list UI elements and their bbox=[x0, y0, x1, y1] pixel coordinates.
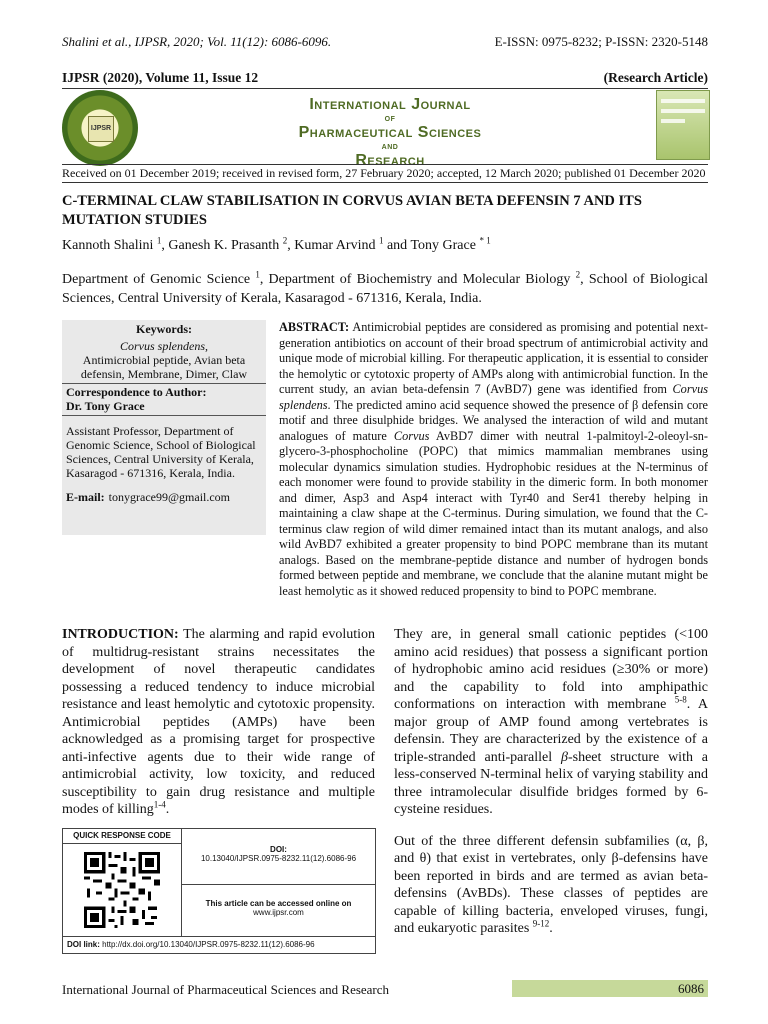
qr-header: QUICK RESPONSE CODE bbox=[63, 829, 182, 844]
journal-logo bbox=[62, 90, 138, 166]
masthead-line-1: International Journal bbox=[309, 96, 471, 113]
doi-value: 10.13040/IJPSR.0975-8232.11(12).6086-96 bbox=[200, 854, 357, 863]
author-name: Ganesh K. Prasanth bbox=[168, 238, 280, 253]
footer-journal-name: International Journal of Pharmaceutical Sciences and Research bbox=[62, 982, 390, 997]
section-heading: INTRODUCTION: bbox=[62, 627, 179, 642]
doi-cell: DOI: 10.13040/IJPSR.0975-8232.11(12).6086-96 bbox=[182, 829, 375, 885]
page-number-bar bbox=[512, 980, 708, 997]
masthead-line-3: Pharmaceutical Sciences bbox=[298, 124, 482, 141]
issue-line bbox=[62, 70, 708, 86]
author-name: Tony Grace bbox=[410, 238, 476, 253]
paragraph: Out of the three different defensin subfamilies (α, β, and θ) that exist in vertebrates, only β-defensins have been reported in birds and are termed as avian beta-defensins (AvBDs). These classes of peptides are capable of killing bacteria, enveloped viruses, fungi, and eukaryotic parasites $^{9-12}$. bbox=[394, 833, 708, 936]
citation: Shalini et al., IJPSR, 2020; Vol. 11(12): 6086-6096. bbox=[62, 34, 332, 49]
issn: E-ISSN: 0975-8232; P-ISSN: 2320-5148 bbox=[494, 34, 708, 49]
body-column-right bbox=[394, 626, 708, 952]
masthead-line-2: of bbox=[384, 113, 396, 124]
divider bbox=[62, 182, 708, 183]
article-type: (Research Article) bbox=[603, 70, 708, 85]
qr-code-cell bbox=[63, 844, 182, 936]
divider bbox=[62, 164, 708, 165]
journal-cover-image bbox=[656, 90, 710, 160]
running-header bbox=[62, 34, 708, 50]
doi-link[interactable]: http://dx.doi.org/10.13040/IJPSR.0975-8232.11(12).6086-96 bbox=[102, 940, 315, 949]
abstract: ABSTRACT: Antimicrobial peptides are considered as promising and potential next-generation antibiotics on account of their broad spectrum of antimicrobial activity and unique mode of microbial killing. For therapeutic application, it is essential to consider the hemolytic or cytotoxic property of AMPs along with antimicrobial function. In the current study, an avian beta-defensin 7 (AvBD7) gene was identified from Corvus splendens. The predicted amino acid sequence showed the presence of β defensin core motif and three disulphide bridges. We analysed the interaction of wild and mutant analogues of mature Corvus AvBD7 dimer with neutral 1-palmitoyl-2-oleoyl-sn-glycero-3-phosphocholine (POPC) that mimics mammalian membranes using molecular dynamics simulation studies. Hydrophobic residues at the N-terminus of each monomer were found to provide stability in the dimeric form. In both monomer and dimer, Asp3 and Asp4 interact with Tyr40 and Ser41 thereby helping in maintaining a claw shape at the C-terminus. During simulation, we found that the C-terminus claw region of wild dimer remained intact than its mutant analogs, and also wild AvBD7 exhibited a greater propensity to bind POPC membrane than its mutant analogs. Based on the membrane-peptide distance and number of hydrogen bonds formed between peptide and membrane, we conclude that the alanine mutant might be least hemolytic as it showed reduced propensity to bind to POPC membrane. bbox=[279, 320, 708, 598]
article-title: C-TERMINAL CLAW STABILISATION IN CORVUS AVIAN BETA DEFENSIN 7 AND ITS MUTATION STUDIES bbox=[62, 193, 642, 228]
article-info-sidebar bbox=[62, 320, 266, 535]
keywords: Corvus splendens, Antimicrobial peptide, Avian beta defensin, Membrane, Dimer, Claw bbox=[80, 339, 248, 381]
paragraph: They are, in general small cationic peptides (<100 amino acid residues) that possess a significant portion of hydrophobic amino acid residues (≥30% or more) and the capability to fold into amphipathic conformations on interaction with membrane $^{5-8}$. A major group of AMP found among vertebrates is defensin. They are characterized by the existence of a triple-stranded anti-parallel β-sheet structure with a less-conserved N-terminal helix of varying stability and three intramolecular disulfide bridges formed by 6-cysteine residues. bbox=[394, 627, 709, 817]
email-link[interactable]: tonygrace99@gmail.com bbox=[108, 490, 231, 504]
issue-info: IJPSR (2020), Volume 11, Issue 12 bbox=[62, 70, 259, 85]
masthead-line-4: and bbox=[381, 141, 399, 152]
correspondence-email: E-mail: tonygrace99@gmail.com bbox=[66, 490, 231, 504]
author-list: Kannoth Shalini $^1$, Ganesh K. Prasanth $^2$, Kumar Arvind $^1$ and Tony Grace $^{* 1}$ bbox=[62, 235, 491, 253]
quick-response-box bbox=[62, 828, 376, 954]
access-cell: This article can be accessed online on www.ijpsr.com bbox=[182, 885, 375, 936]
masthead-line-5: Research bbox=[355, 152, 425, 169]
doi-link-row: DOI link: http://dx.doi.org/10.13040/IJPSR.0975-8232.11(12).6086-96 bbox=[63, 936, 375, 952]
qr-code-icon[interactable] bbox=[84, 852, 160, 928]
page-number: 6086 bbox=[678, 981, 704, 996]
author-name: Kannoth Shalini bbox=[62, 238, 154, 253]
access-url[interactable]: www.ijpsr.com bbox=[253, 908, 304, 917]
journal-masthead bbox=[240, 96, 540, 169]
logo-text: IJPSR bbox=[88, 116, 114, 142]
correspondence-address: Assistant Professor, Department of Genomic Science, School of Biological Sciences, Central University of Kerala, Kasaragod - 671316, Kerala, India. bbox=[66, 424, 256, 480]
introduction: INTRODUCTION: The alarming and rapid evolution of multidrug-resistant strains necessitates the development of novel therapeutic candidates possessing a reduced tendency to induce microbial resistance and least hemolytic and cytotoxic propensity. Antimicrobial peptides (AMPs) have been acknowledged as a promising target for prospective anti-infective agents due to their wide range of antimicrobial activity, low toxicity, and reduced susceptibility to gain drug resistance and multiple modes of killing$^{1-4}$. bbox=[62, 627, 376, 817]
author-name: Kumar Arvind bbox=[294, 238, 376, 253]
correspondence: Correspondence to Author: Dr. Tony Grace bbox=[62, 383, 266, 416]
divider bbox=[62, 88, 708, 89]
received-dates: Received on 01 December 2019; received in revised form, 27 February 2020; accepted, 12 March 2020; published 01 December 2020 bbox=[62, 166, 706, 180]
affiliations: Department of Genomic Science $^1$, Department of Biochemistry and Molecular Biology $^2$, School of Biological Sciences, Central University of Kerala, Kasaragod - 671316, Kerala, India. bbox=[62, 269, 709, 306]
keywords-label: Keywords: bbox=[136, 322, 192, 336]
